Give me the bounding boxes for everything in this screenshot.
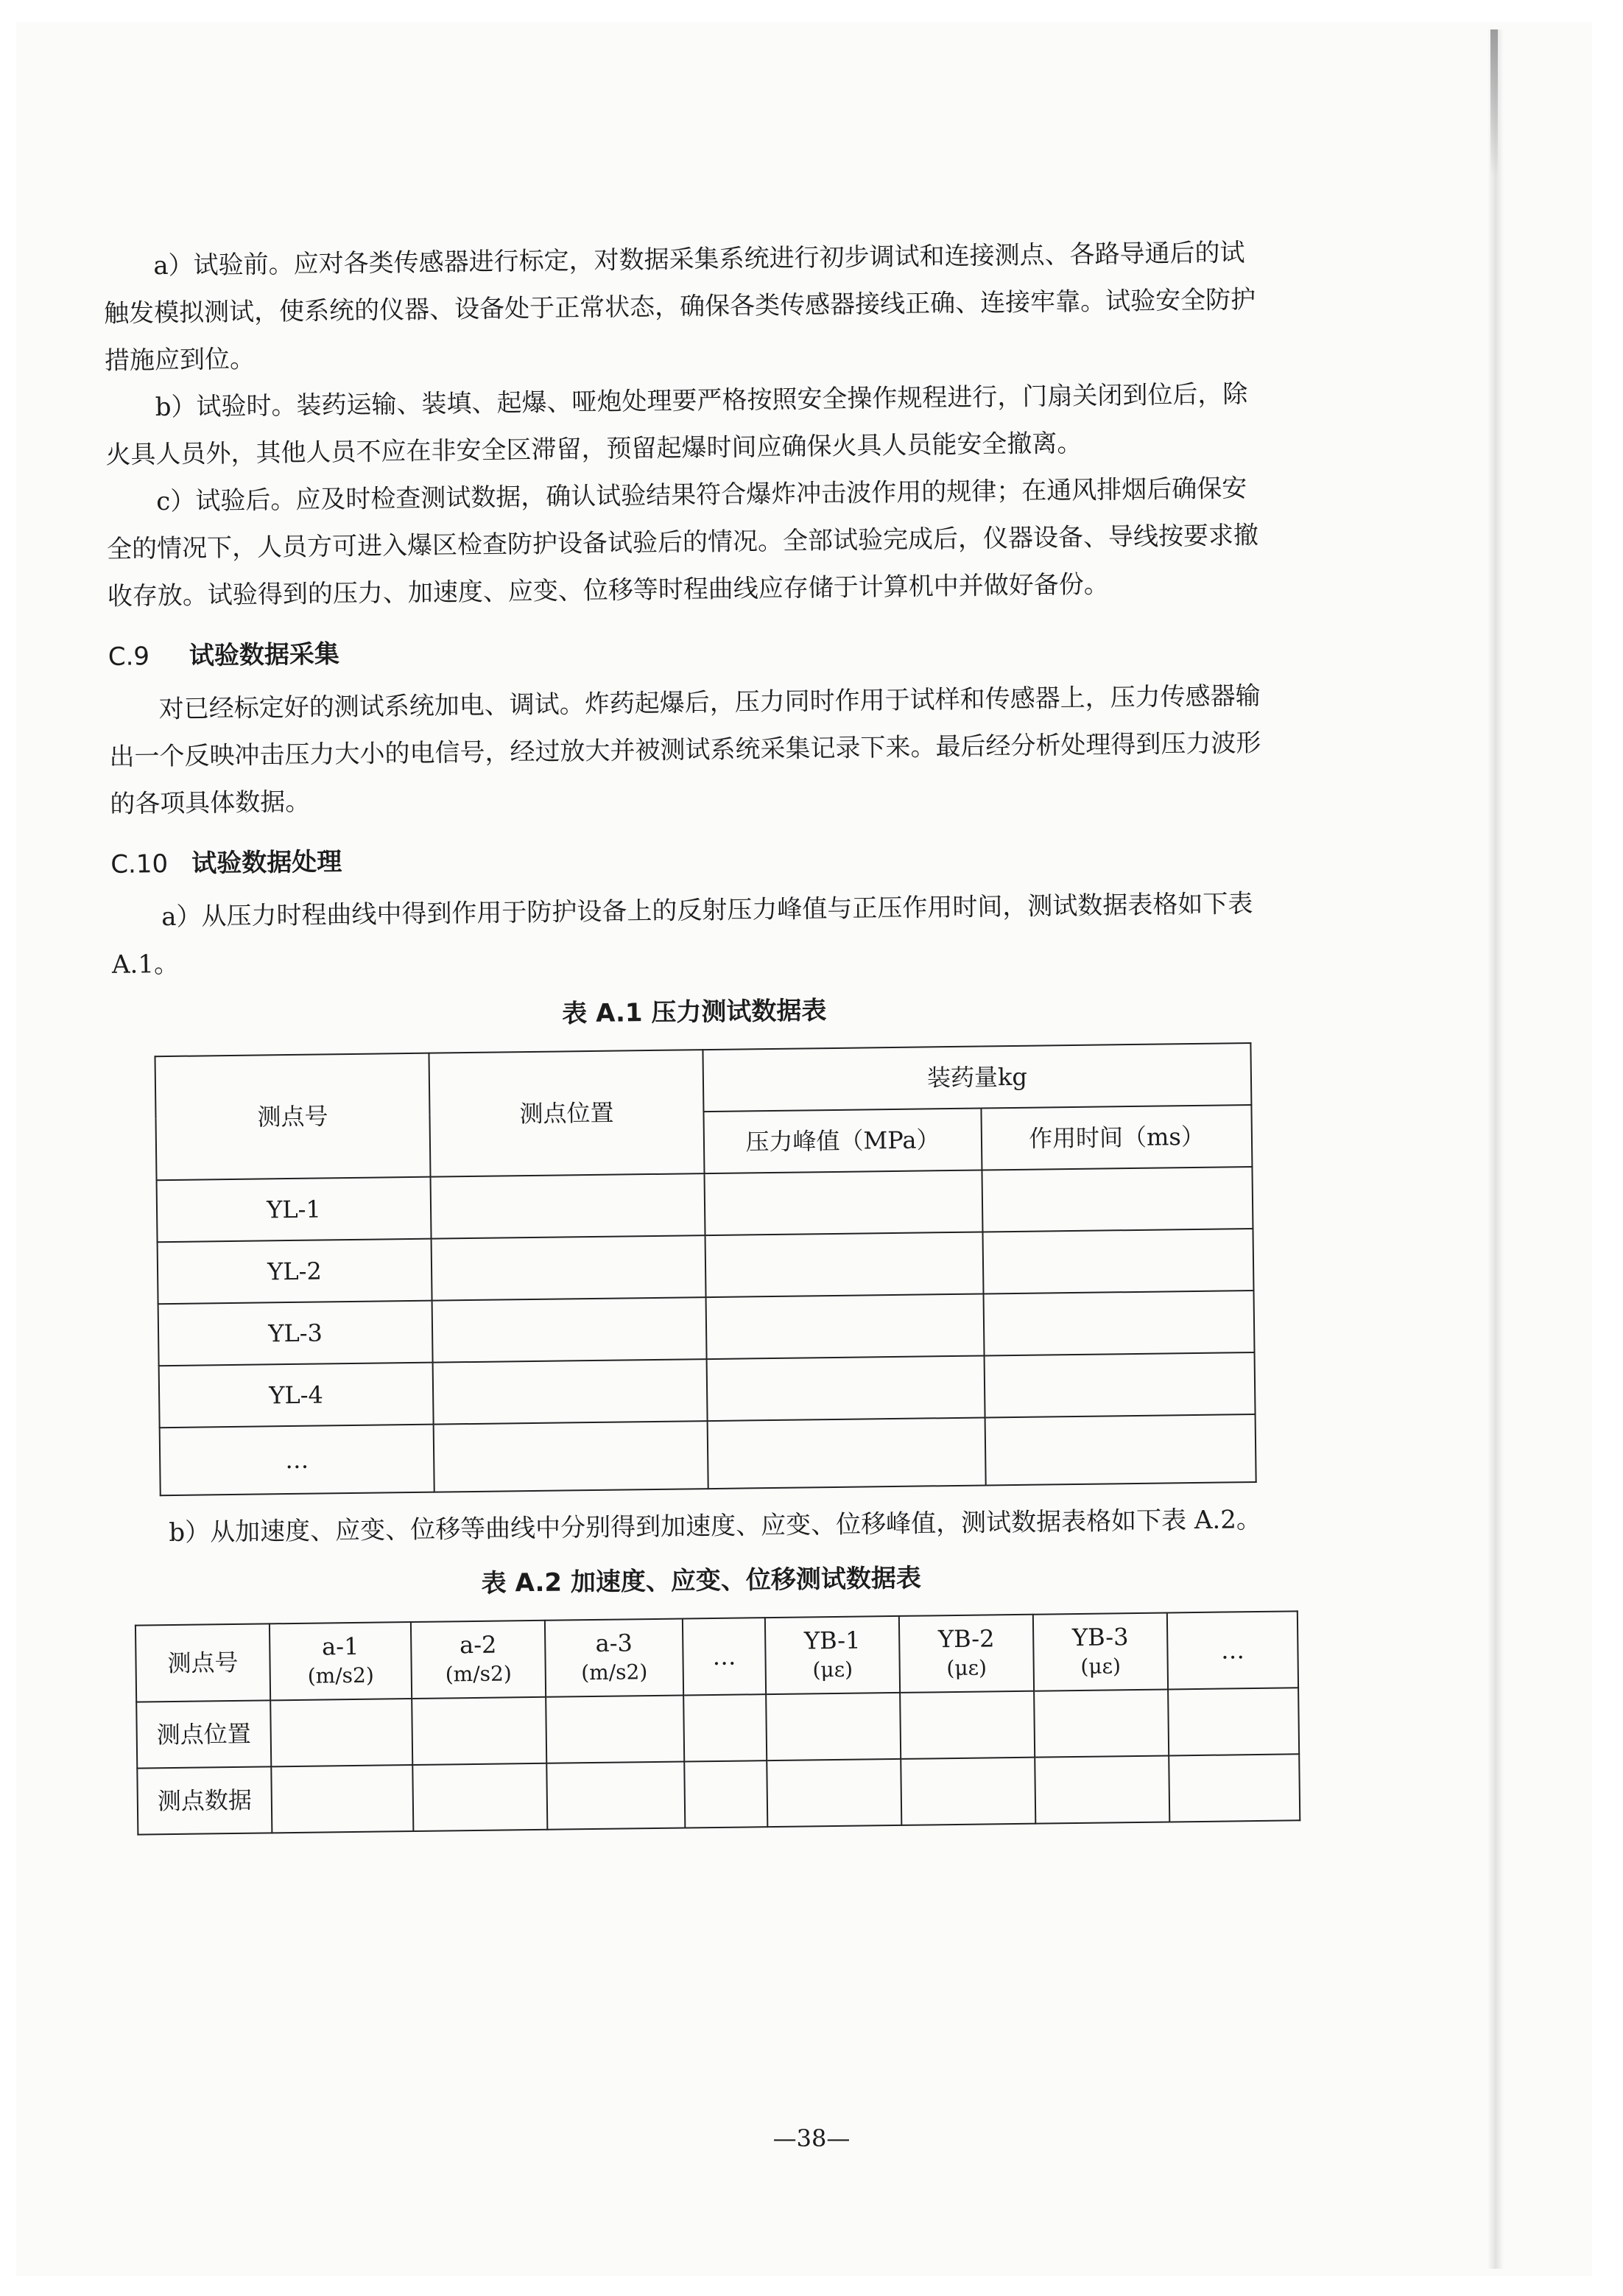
point-number-cell: YL-1 — [157, 1177, 432, 1243]
column-unit: (m/s2) — [445, 1661, 512, 1687]
header-column — [765, 1616, 900, 1694]
column-unit: (με) — [946, 1655, 987, 1681]
section-heading-c9 — [108, 619, 1272, 681]
header-charge-amount: 装药量kg — [703, 1043, 1251, 1112]
empty-cell — [704, 1170, 982, 1236]
column-name: a-2 — [459, 1630, 497, 1660]
column-name: YB-2 — [937, 1624, 995, 1654]
header-column — [270, 1622, 412, 1700]
section-title: 试验数据采集 — [189, 639, 340, 671]
empty-cell — [982, 1167, 1253, 1232]
section-heading-c10 — [110, 827, 1275, 888]
empty-cell — [1168, 1688, 1299, 1755]
empty-cell — [431, 1173, 705, 1239]
point-number-cell: YL-2 — [158, 1239, 432, 1305]
table-row — [137, 1754, 1300, 1834]
table-a2-caption: 表 A.2 加速度、应变、位移测试数据表 — [481, 1563, 922, 1598]
empty-cell — [1035, 1755, 1169, 1823]
paragraph-c10-a: a）从压力时程曲线中得到作用于防护设备上的反射压力峰值与正压作用时间，测试数据表格如下表 A.1。 — [111, 888, 1253, 980]
document-content — [103, 229, 1286, 1836]
table-row — [160, 1414, 1256, 1495]
empty-cell — [546, 1762, 685, 1830]
column-name: YB-1 — [803, 1626, 861, 1655]
empty-cell — [684, 1760, 767, 1828]
paragraph-c-after-test: c）试验后。应及时检查测试数据，确认试验结果符合爆炸冲击波作用的规律；在通风排烟后确保安全的情况下，人员方可进入爆区检查防护设备试验后的情况。全部试验完成后，仪器设备、导线按要求撤收存放。试验得到的压力、加速度、应变、位移等时程曲线应存储于计算机中并做好备份。 — [106, 474, 1259, 611]
acceleration-strain-displacement-table — [135, 1610, 1300, 1835]
pressure-data-table — [154, 1042, 1256, 1496]
empty-cell — [984, 1291, 1255, 1355]
section-number: C.10 — [110, 849, 169, 880]
empty-cell — [707, 1355, 985, 1421]
section-number: C.9 — [108, 642, 150, 672]
column-unit: (με) — [812, 1657, 853, 1682]
row-label-position: 测点位置 — [136, 1700, 271, 1768]
empty-cell — [1034, 1689, 1169, 1757]
header-pressure-peak: 压力峰值（MPa） — [703, 1109, 982, 1174]
column-unit: (m/s2) — [307, 1663, 374, 1688]
empty-cell — [706, 1294, 985, 1360]
header-column — [1033, 1612, 1168, 1691]
empty-cell — [901, 1758, 1035, 1825]
empty-cell — [433, 1359, 708, 1425]
point-number-cell: YL-3 — [158, 1301, 433, 1366]
column-name: … — [712, 1642, 736, 1671]
header-column — [899, 1615, 1034, 1693]
header-column — [411, 1621, 546, 1699]
scan-edge-mark — [1490, 29, 1498, 177]
table-a1-caption: 表 A.1 压力测试数据表 — [561, 996, 827, 1029]
empty-cell — [985, 1414, 1256, 1485]
empty-cell — [270, 1699, 412, 1766]
paragraph-c10-b: b）从加速度、应变、位移等曲线中分别得到加速度、应变、位移峰值，测试数据表格如下表 A.2。 — [169, 1504, 1262, 1548]
row-label-data: 测点数据 — [137, 1766, 272, 1834]
point-number-cell: YL-4 — [159, 1363, 434, 1428]
header-column — [683, 1618, 766, 1695]
empty-cell — [708, 1417, 986, 1489]
empty-cell — [705, 1232, 984, 1298]
empty-cell — [271, 1765, 413, 1833]
paragraph-b-during-test: b）试验时。装药运输、装填、起爆、哑炮处理要严格按照安全操作规程进行，门扇关闭到位后，除火具人员外，其他人员不应在非安全区滞留，预留起爆时间应确保火具人员能安全撤离。 — [105, 379, 1248, 470]
empty-cell — [412, 1697, 546, 1765]
header-point-number: 测点号 — [135, 1623, 270, 1702]
empty-cell — [982, 1229, 1253, 1293]
page-number: —38— — [772, 2124, 851, 2152]
empty-cell — [432, 1297, 707, 1363]
empty-cell — [432, 1235, 706, 1301]
paragraph-a-before-test: a）试验前。应对各类传感器进行标定，对数据采集系统进行初步调试和连接测点、各路导通后的试触发模拟测试，使系统的仪器、设备处于正常状态，确保各类传感器接线正确、连接牢靠。试验安全防护措施应到位。 — [103, 238, 1256, 376]
header-column — [1167, 1611, 1298, 1689]
column-name: a-1 — [321, 1632, 359, 1661]
point-number-cell: … — [160, 1425, 434, 1496]
header-action-time: 作用时间（ms） — [981, 1105, 1252, 1170]
header-point-position: 测点位置 — [429, 1050, 704, 1177]
empty-cell — [767, 1759, 901, 1827]
empty-cell — [985, 1352, 1256, 1417]
header-point-number: 测点号 — [155, 1053, 430, 1181]
column-name: a-3 — [595, 1629, 633, 1657]
empty-cell — [546, 1696, 684, 1763]
column-unit: (με) — [1080, 1654, 1122, 1679]
column-name: YB-3 — [1071, 1623, 1129, 1652]
empty-cell — [412, 1763, 547, 1831]
page-fold-shadow — [1488, 29, 1504, 2269]
empty-cell — [766, 1693, 901, 1760]
header-column — [545, 1619, 683, 1697]
column-name: … — [1220, 1636, 1245, 1665]
empty-cell — [1169, 1754, 1300, 1822]
section-title: 试验数据处理 — [191, 847, 342, 879]
empty-cell — [683, 1694, 767, 1761]
paragraph-c9-body: 对已经标定好的测试系统加电、调试。炸药起爆后，压力同时作用于试样和传感器上，压力传感器输出一个反映冲击压力大小的电信号，经过放大并被测试系统采集记录下来。最后经分析处理得到压力波形的各项具体数据。 — [109, 681, 1261, 819]
empty-cell — [434, 1421, 708, 1492]
column-unit: (m/s2) — [581, 1660, 648, 1685]
empty-cell — [900, 1691, 1035, 1759]
